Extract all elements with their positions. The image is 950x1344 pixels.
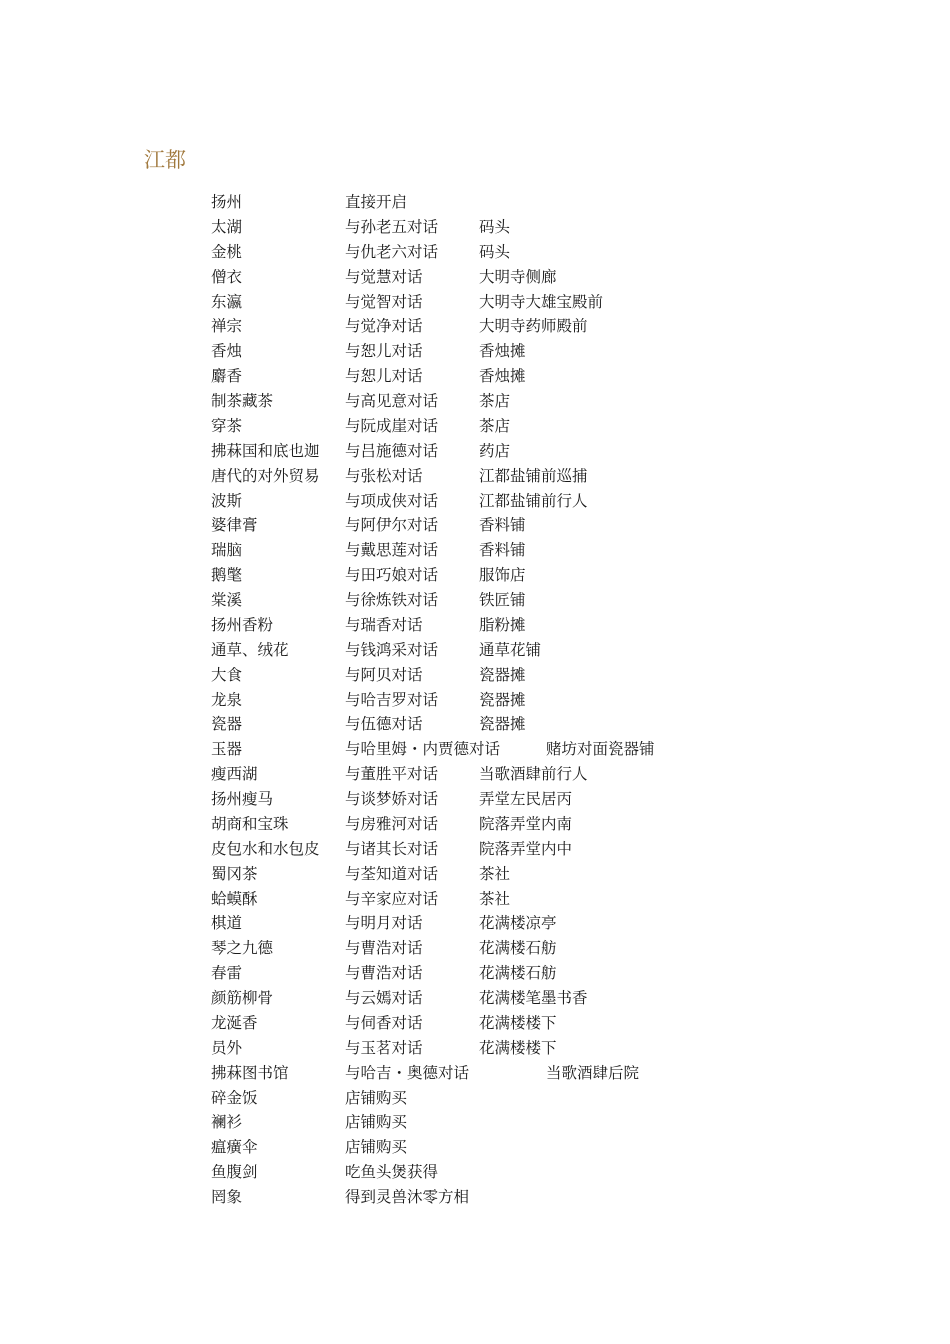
entry-location: 大明寺大雄宝殿前 <box>479 292 604 311</box>
entry-name: 蜀冈茶 <box>211 864 258 883</box>
entry-location: 花满楼石舫 <box>479 964 557 983</box>
entry-method: 与恕儿对话 <box>345 367 423 386</box>
entry-location: 花满楼凉亭 <box>479 914 557 933</box>
list-item <box>211 688 911 713</box>
entry-location: 院落弄堂内南 <box>479 814 573 833</box>
list-item <box>211 190 911 215</box>
entry-location: 瓷器摊 <box>479 665 526 684</box>
entry-method: 与项成侠对话 <box>345 491 439 510</box>
entry-location: 大明寺侧廊 <box>479 267 557 286</box>
entry-method: 吃鱼头煲获得 <box>345 1163 439 1182</box>
entry-name: 鱼腹剑 <box>211 1163 258 1182</box>
list-item <box>211 414 911 439</box>
entry-method: 与明月对话 <box>345 914 423 933</box>
entry-method: 与哈吉・奥德对话 <box>345 1063 470 1082</box>
entry-method: 与曹浩对话 <box>345 939 423 958</box>
list-item <box>211 1011 911 1036</box>
list-item <box>211 638 911 663</box>
list-item <box>211 1061 911 1086</box>
entry-name: 穿茶 <box>211 416 243 435</box>
list-item <box>211 911 911 936</box>
entry-method: 与徐炼铁对话 <box>345 591 439 609</box>
list-item <box>211 762 911 787</box>
entry-name: 拂菻图书馆 <box>211 1063 289 1082</box>
entry-method: 与觉净对话 <box>345 317 423 336</box>
entry-name: 僧衣 <box>211 267 243 286</box>
entry-name: 龙泉 <box>211 690 243 709</box>
entry-name: 波斯 <box>211 491 243 510</box>
entry-name: 瘦西湖 <box>211 765 258 784</box>
entry-method: 与田巧娘对话 <box>345 566 439 585</box>
entry-method: 与曹浩对话 <box>345 964 423 983</box>
entry-name: 皮包水和水包皮 <box>211 839 320 858</box>
entry-name: 大食 <box>211 665 243 684</box>
entry-name: 香烛 <box>211 342 243 361</box>
entry-location: 院落弄堂内中 <box>479 839 573 858</box>
entry-location: 花满楼楼下 <box>479 1038 557 1057</box>
list-item <box>211 489 911 514</box>
list-item <box>211 986 911 1011</box>
entry-name: 婆律膏 <box>211 516 258 535</box>
list-item <box>211 364 911 389</box>
entry-location: 瓷器摊 <box>479 690 526 709</box>
entry-method: 与孙老五对话 <box>345 217 439 236</box>
entry-name: 制茶藏茶 <box>211 392 274 410</box>
entry-method: 得到灵兽沐零方相 <box>345 1188 470 1206</box>
entry-location: 花满楼石舫 <box>479 939 557 958</box>
entry-location: 药店 <box>479 441 511 460</box>
entry-method: 与云嫣对话 <box>345 989 423 1007</box>
list-item <box>211 389 911 414</box>
entry-location: 香烛摊 <box>479 367 526 386</box>
entry-method: 与房雅河对话 <box>345 814 439 833</box>
entry-location: 码头 <box>479 242 511 261</box>
entry-location: 香料铺 <box>479 516 526 535</box>
entry-method: 与玉茗对话 <box>345 1038 423 1057</box>
entry-method: 与董胜平对话 <box>345 765 439 784</box>
list-item <box>211 464 911 489</box>
list-item <box>211 339 911 364</box>
entry-name: 棠溪 <box>211 591 243 609</box>
list-item <box>211 961 911 986</box>
list-item <box>211 936 911 961</box>
entry-method: 与阿贝对话 <box>345 665 423 684</box>
entry-name: 琴之九德 <box>211 939 274 958</box>
list-item <box>211 1160 911 1185</box>
entry-name: 胡商和宝珠 <box>211 814 289 833</box>
entry-name: 颜筋柳骨 <box>211 989 274 1007</box>
entry-name: 鹅氅 <box>211 566 243 585</box>
entry-method: 与恕儿对话 <box>345 342 423 361</box>
list-item <box>211 314 911 339</box>
entry-method: 与戴思莲对话 <box>345 541 439 560</box>
entry-location: 服饰店 <box>479 566 526 585</box>
entry-method: 与哈里姆・内贾德对话 <box>345 740 501 759</box>
entry-location: 香料铺 <box>479 541 526 560</box>
entry-list <box>211 190 911 1210</box>
entry-method: 与钱鸿采对话 <box>345 640 439 659</box>
entry-location: 大明寺药师殿前 <box>479 317 588 336</box>
entry-method: 与瑞香对话 <box>345 615 423 634</box>
entry-method: 与张松对话 <box>345 466 423 485</box>
entry-method: 与高见意对话 <box>345 392 439 410</box>
section-title: 江都 <box>144 148 186 172</box>
list-item <box>211 787 911 812</box>
list-item <box>211 1036 911 1061</box>
entry-location: 花满楼楼下 <box>479 1013 557 1032</box>
entry-location: 瓷器摊 <box>479 715 526 734</box>
entry-name: 通草、绒花 <box>211 640 289 659</box>
list-item <box>211 737 911 762</box>
list-item <box>211 663 911 688</box>
entry-name: 员外 <box>211 1038 243 1057</box>
entry-method: 与荃知道对话 <box>345 864 439 883</box>
list-item <box>211 1086 911 1111</box>
list-item <box>211 1185 911 1210</box>
entry-method: 与诸其长对话 <box>345 839 439 858</box>
list-item <box>211 812 911 837</box>
entry-location: 赌坊对面瓷器铺 <box>546 740 655 759</box>
entry-name: 金桃 <box>211 242 243 261</box>
list-item <box>211 862 911 887</box>
entry-location: 铁匠铺 <box>479 591 526 609</box>
entry-method: 与觉慧对话 <box>345 267 423 286</box>
entry-method: 与哈吉罗对话 <box>345 690 439 709</box>
entry-name: 扬州瘦马 <box>211 790 274 808</box>
entry-name: 蛤蟆酥 <box>211 889 258 908</box>
list-item <box>211 712 911 737</box>
entry-location: 脂粉摊 <box>479 615 526 634</box>
entry-name: 棋道 <box>211 914 243 933</box>
entry-method: 与阮成崖对话 <box>345 416 439 435</box>
entry-name: 扬州 <box>211 193 243 211</box>
entry-name: 麝香 <box>211 367 243 386</box>
entry-location: 江都盐铺前巡捕 <box>479 466 588 485</box>
list-item <box>211 439 911 464</box>
entry-method: 与阿伊尔对话 <box>345 516 439 535</box>
entry-method: 与辛家应对话 <box>345 889 439 908</box>
entry-name: 罔象 <box>211 1188 243 1206</box>
entry-name: 瑞脑 <box>211 541 243 560</box>
list-item <box>211 538 911 563</box>
entry-method: 与觉智对话 <box>345 292 423 311</box>
list-item <box>211 887 911 912</box>
list-item <box>211 837 911 862</box>
list-item <box>211 588 911 613</box>
list-item <box>211 513 911 538</box>
entry-name: 太湖 <box>211 217 243 236</box>
list-item <box>211 1110 911 1135</box>
entry-name: 龙涎香 <box>211 1013 258 1032</box>
list-item <box>211 290 911 315</box>
list-item <box>211 1135 911 1160</box>
entry-location: 码头 <box>479 217 511 236</box>
list-item <box>211 240 911 265</box>
entry-method: 与仇老六对话 <box>345 242 439 261</box>
entry-location: 江都盐铺前行人 <box>479 491 588 510</box>
entry-location: 花满楼笔墨书香 <box>479 989 588 1007</box>
entry-location: 通草花铺 <box>479 640 542 659</box>
entry-location: 当歌酒肆后院 <box>546 1063 640 1082</box>
entry-name: 春雷 <box>211 964 243 983</box>
entry-name: 东瀛 <box>211 292 243 311</box>
entry-location: 当歌酒肆前行人 <box>479 765 588 784</box>
list-item <box>211 563 911 588</box>
entry-method: 与伺香对话 <box>345 1013 423 1032</box>
entry-location: 茶店 <box>479 392 511 410</box>
entry-name: 唐代的对外贸易 <box>211 466 320 485</box>
list-item <box>211 215 911 240</box>
entry-method: 直接开启 <box>345 193 408 211</box>
entry-name: 玉器 <box>211 740 243 759</box>
entry-name: 瓷器 <box>211 715 243 734</box>
entry-method: 与谈梦娇对话 <box>345 790 439 808</box>
entry-method: 店铺购买 <box>345 1088 408 1107</box>
entry-location: 弄堂左民居丙 <box>479 790 573 808</box>
entry-location: 香烛摊 <box>479 342 526 361</box>
list-item <box>211 265 911 290</box>
entry-method: 店铺购买 <box>345 1113 408 1132</box>
entry-name: 襕衫 <box>211 1113 243 1132</box>
entry-name: 禅宗 <box>211 317 243 336</box>
entry-name: 拂菻国和底也迦 <box>211 441 320 460</box>
entry-name: 扬州香粉 <box>211 615 274 634</box>
entry-location: 茶社 <box>479 889 511 908</box>
entry-method: 与吕施德对话 <box>345 441 439 460</box>
entry-name: 瘟癀伞 <box>211 1138 258 1157</box>
entry-location: 茶社 <box>479 864 511 883</box>
entry-name: 碎金饭 <box>211 1088 258 1107</box>
entry-method: 店铺购买 <box>345 1138 408 1157</box>
list-item <box>211 613 911 638</box>
entry-location: 茶店 <box>479 416 511 435</box>
entry-method: 与伍德对话 <box>345 715 423 734</box>
